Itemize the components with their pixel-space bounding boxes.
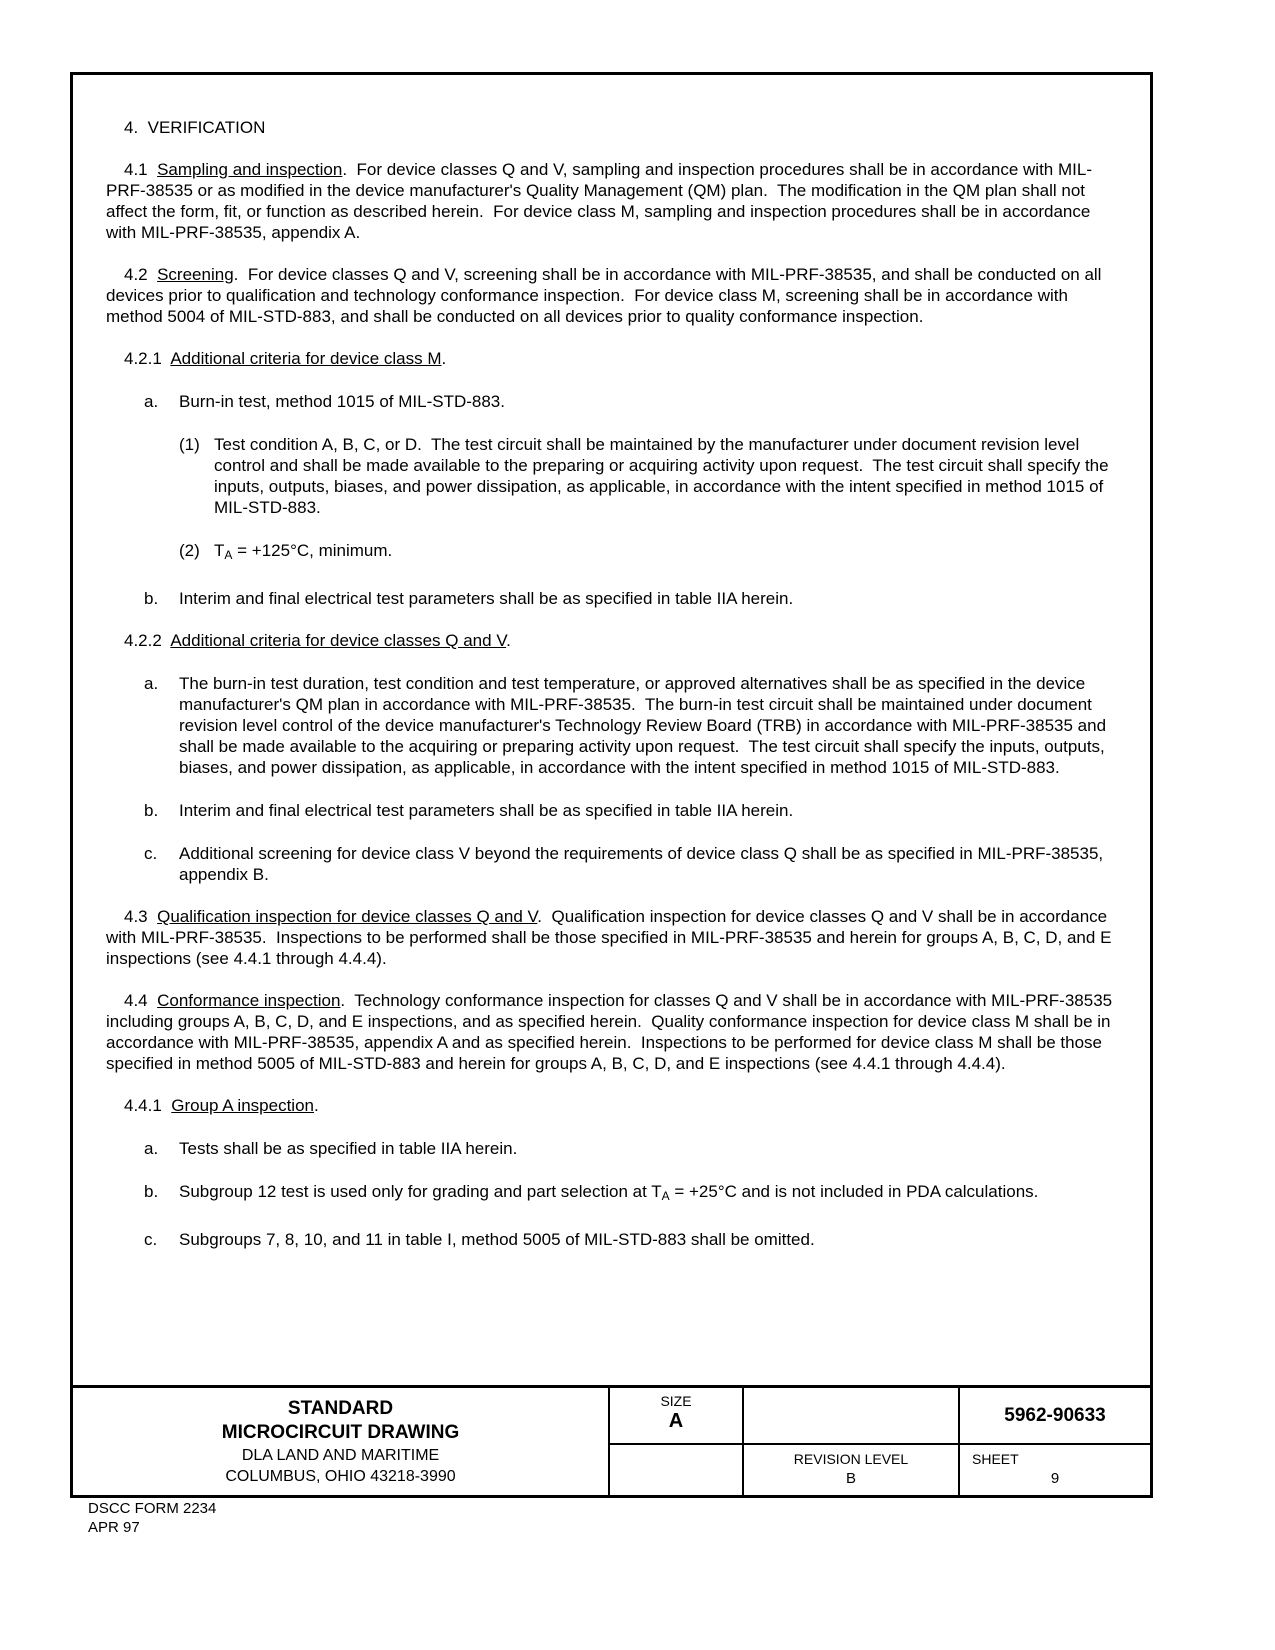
list-item-letter <box>106 1229 1117 1250</box>
text-run: = +125°C, minimum. <box>232 541 393 560</box>
revision-cell <box>742 1443 958 1495</box>
subscript-text: A <box>661 1189 670 1203</box>
text-run: Interim and final electrical test parameters shall be as specified in table IIA herein. <box>179 589 794 608</box>
item-marker: (1) <box>179 435 200 454</box>
text-run: 4.1 <box>124 160 158 179</box>
text-run: 4. VERIFICATION <box>124 118 266 137</box>
item-marker: b. <box>144 801 159 820</box>
sheet-label: SHEET <box>972 1451 1019 1467</box>
paragraph <box>106 159 1117 243</box>
sheet-number: 9 <box>1050 1470 1060 1487</box>
text-run: Test condition A, B, C, or D. The test circuit shall be maintained by the manufacturer under document revision level control and shall be made available to the preparing or acquiring activity upon request. The test circuit shall specify the inputs, outputs, biases, and power dissipation, as applicable, in accordance with the intent specified in method 1015 of MIL-STD-883. <box>214 435 1114 517</box>
text-run: 4.2.2 <box>124 631 171 650</box>
size-cell <box>608 1388 742 1443</box>
item-marker: c. <box>144 1230 158 1249</box>
drawing-number: 5962-90633 <box>958 1388 1150 1443</box>
text-run: Additional screening for device class V beyond the requirements of device class Q shall be as specified in MIL-PRF-38535, appendix B. <box>179 844 1108 884</box>
underlined-heading: Additional criteria for device classes Q and V <box>170 631 507 650</box>
text-run: . For device classes Q and V, sampling and inspection procedures shall be in accordance with MIL-PRF-38535 or as modified in the device manufacturer's Quality Management (QM) plan. The modification in the QM plan shall not affect the form, fit, or function as described herein. For device class M, sampling and inspection procedures shall be in accordance with MIL-PRF-38535, appendix A. <box>106 160 1096 242</box>
revision-label: REVISION LEVEL <box>793 1451 909 1467</box>
underlined-heading: Group A inspection <box>171 1096 314 1115</box>
item-marker: a. <box>144 1139 159 1158</box>
text-run: Burn-in test, method 1015 of MIL-STD-883. <box>179 392 505 411</box>
org-title-line1: STANDARD <box>287 1397 394 1419</box>
paragraph <box>106 906 1117 969</box>
text-run: The burn-in test duration, test condition and test temperature, or approved alternatives shall be as specified in the device manufacturer's QM plan in accordance with MIL-PRF-38535. The burn-in test circuit shall be maintained under document revision level control of the device manufacturer's Technology Review Board (TRB) in accordance with MIL-PRF-38535 and shall be made available to the acquiring or preparing activity upon request. The test circuit shall specify the inputs, outputs, biases, and power dissipation, as applicable, in accordance with the intent specified in method 1015 of MIL-STD-883. <box>179 674 1111 777</box>
size-value: A <box>668 1410 684 1432</box>
title-block <box>73 1385 1150 1495</box>
paragraph <box>106 348 1117 369</box>
text-run: . <box>441 349 447 368</box>
list-item-letter <box>106 391 1117 412</box>
text-run: Tests shall be as specified in table IIA herein. <box>179 1139 518 1158</box>
list-item-letter <box>106 1138 1117 1159</box>
item-marker: a. <box>144 674 159 693</box>
underlined-heading: Conformance inspection <box>157 991 341 1010</box>
text-run: . Qualification inspection for device classes Q and V shall be in accordance with MIL-PRF-38535. Inspections to be performed shall be those specified in MIL-PRF-38535 and herein for groups A, B, C, D, and E inspections (see 4.4.1 through 4.4.4). <box>106 907 1117 968</box>
list-item-letter <box>106 588 1117 609</box>
paragraph <box>106 630 1117 651</box>
list-item-number <box>106 540 1117 566</box>
size-label: SIZE <box>660 1393 692 1409</box>
section-heading <box>124 117 1117 138</box>
list-item-letter <box>106 1181 1117 1207</box>
text-run: . <box>506 631 511 650</box>
paragraph <box>106 1095 1117 1116</box>
text-run: T <box>214 541 225 560</box>
text-run: Subgroups 7, 8, 10, and 11 in table I, method 5005 of MIL-STD-883 shall be omitted. <box>179 1230 815 1249</box>
paragraph <box>106 990 1117 1074</box>
list-item-letter <box>106 800 1117 821</box>
text-run: . <box>313 1096 319 1115</box>
form-note <box>88 1499 216 1537</box>
text-run: Subgroup 12 test is used only for grading and part selection at T <box>179 1182 662 1201</box>
underlined-heading: Qualification inspection for device classes Q and V <box>157 907 538 926</box>
item-marker: b. <box>144 589 159 608</box>
page-border <box>70 72 1153 1498</box>
underlined-heading: Additional criteria for device class M <box>170 349 442 368</box>
item-marker: b. <box>144 1182 159 1201</box>
list-item-letter <box>106 843 1117 885</box>
text-run: Interim and final electrical test parameters shall be as specified in table IIA herein. <box>179 801 794 820</box>
text-run: . Technology conformance inspection for classes Q and V shall be in accordance with MIL-PRF-38535 including groups A, B, C, D, and E inspections, and as specified herein. Quality conformance inspection for device class M shall be in accordance with MIL-PRF-38535, appendix A and as specified herein. Inspections to be performed for device class M shall be those specified in method 5005 of MIL-STD-883 and herein for groups A, B, C, D, and E inspections (see 4.4.1 through 4.4.4). <box>106 991 1117 1073</box>
revision-value: B <box>845 1470 856 1487</box>
form-date: APR 97 <box>88 1519 140 1536</box>
text-run: 4.3 <box>124 907 158 926</box>
subscript-text: A <box>224 548 233 562</box>
item-marker: c. <box>144 844 158 863</box>
list-item-letter <box>106 673 1117 778</box>
item-marker: a. <box>144 392 159 411</box>
list-item-number <box>106 434 1117 518</box>
org-name: DLA LAND AND MARITIME <box>241 1446 440 1464</box>
underlined-heading: Screening <box>157 265 234 284</box>
text-run: . For device classes Q and V, screening shall be in accordance with MIL-PRF-38535, and shall be conducted on all devices prior to qualification and technology conformance inspection. For device class M, screening shall be in accordance with method 5004 of MIL-STD-883, and shall be conducted on all devices prior to quality conformance inspection. <box>106 265 1107 326</box>
blank-cell-top <box>742 1388 958 1443</box>
text-run: 4.2 <box>124 265 158 284</box>
blank-cell-bottom <box>608 1443 742 1495</box>
text-run: 4.4.1 <box>124 1096 172 1115</box>
text-run: = +25°C and is not included in PDA calculations. <box>669 1182 1039 1201</box>
sheet-cell <box>958 1443 1150 1495</box>
document-content <box>73 75 1150 1250</box>
form-number: DSCC FORM 2234 <box>88 1500 217 1517</box>
organization-cell <box>73 1388 608 1495</box>
paragraph <box>106 264 1117 327</box>
item-marker: (2) <box>179 541 200 560</box>
underlined-heading: Sampling and inspection <box>157 160 343 179</box>
org-title-line2: MICROCIRCUIT DRAWING <box>221 1421 460 1443</box>
text-run: 4.4 <box>124 991 158 1010</box>
org-address: COLUMBUS, OHIO 43218-3990 <box>225 1467 456 1485</box>
text-run: 4.2.1 <box>124 349 171 368</box>
